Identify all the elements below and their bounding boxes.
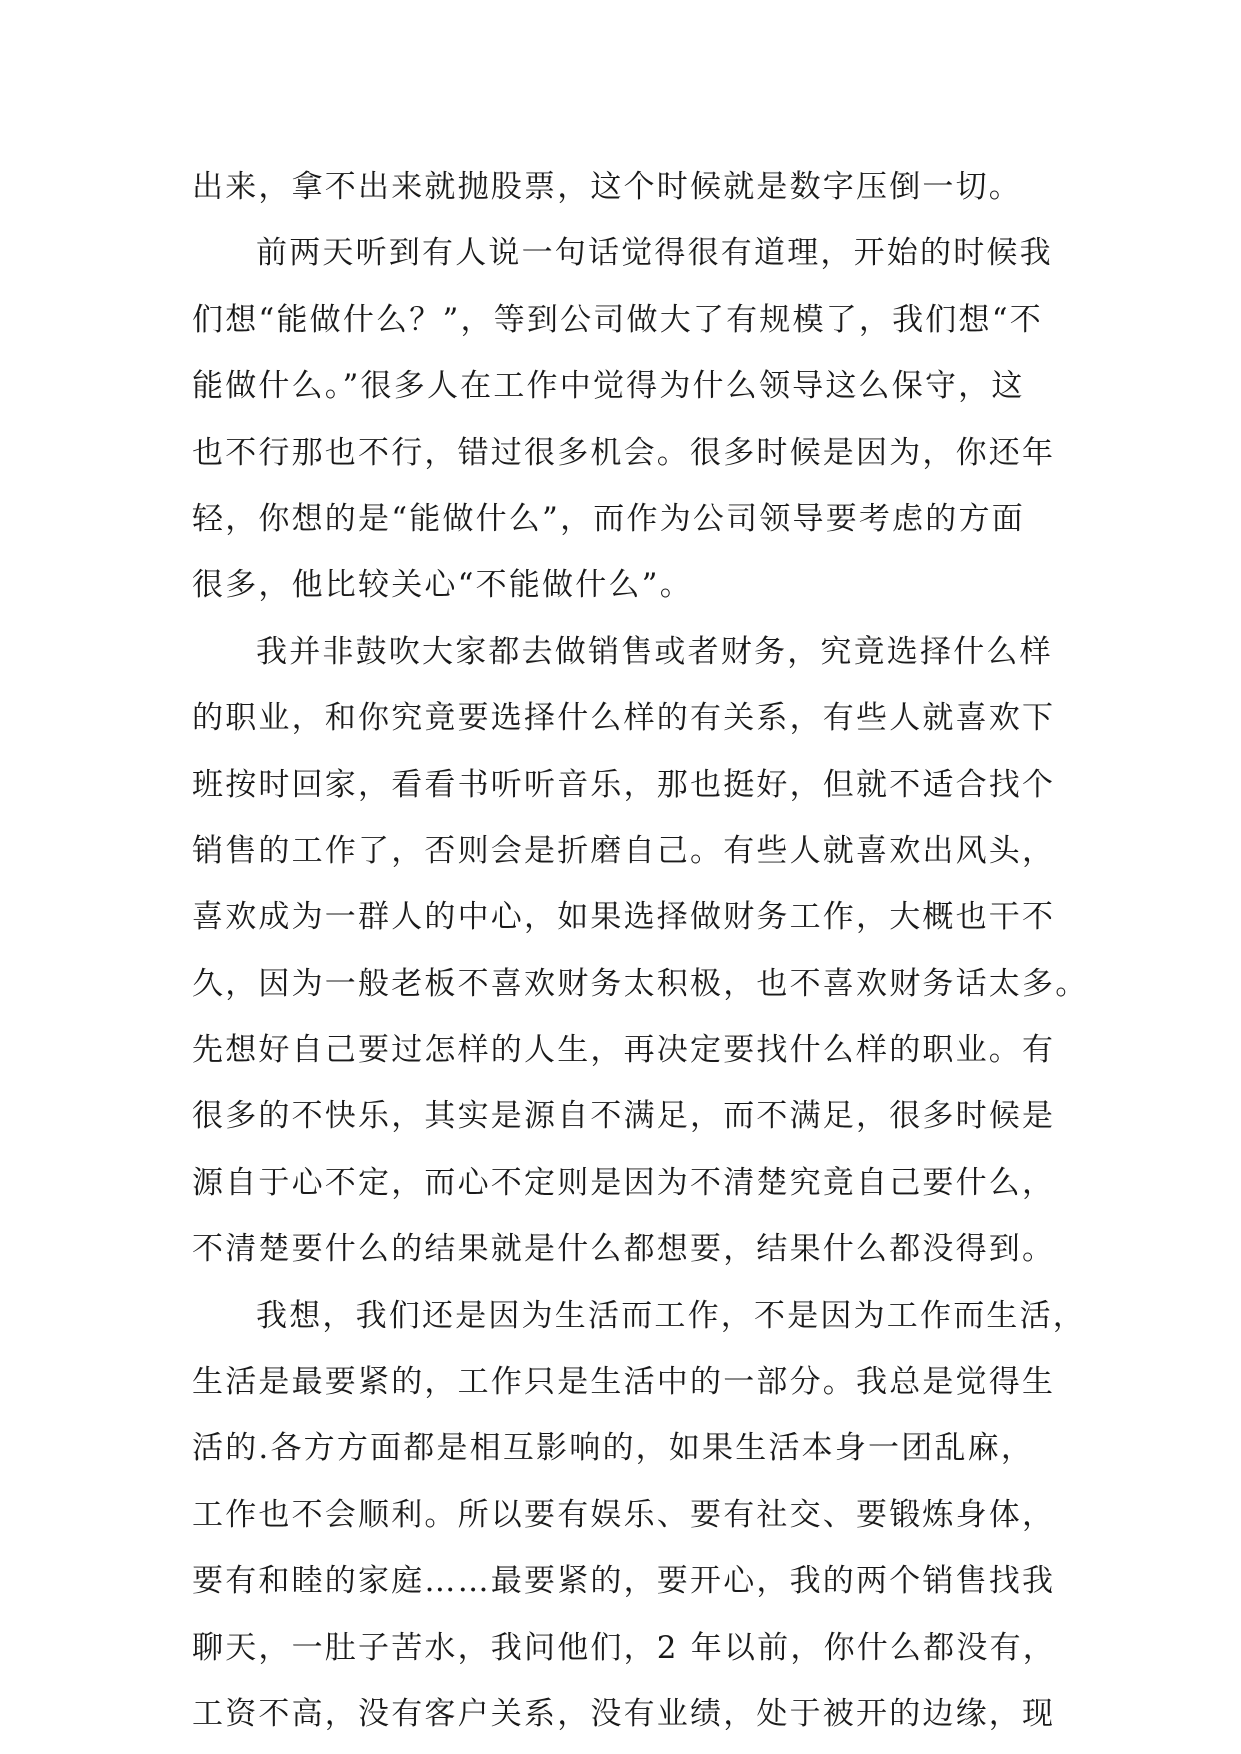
text-line: 们想“能做什么？”，等到公司做大了有规模了，我们想“不 <box>192 301 1043 338</box>
text-line: 很多，他比较关心“不能做什么”。 <box>192 567 693 604</box>
text-line: 要有和睦的家庭……最要紧的，要开心，我的两个销售找我 <box>192 1563 1056 1600</box>
text-line: 久，因为一般老板不喜欢财务太积极，也不喜欢财务话太多。 <box>192 965 1089 1002</box>
text-line: 很多的不快乐，其实是源自不满足，而不满足，很多时候是 <box>192 1098 1056 1135</box>
text-line: 生活是最要紧的，工作只是生活中的一部分。我总是觉得生 <box>192 1364 1056 1401</box>
paragraph-first-line: 我并非鼓吹大家都去做销售或者财务，究竟选择什么样 <box>256 633 1053 670</box>
text-line: 的职业，和你究竟要选择什么样的有关系，有些人就喜欢下 <box>192 700 1056 737</box>
paragraph-first-line: 我想，我们还是因为生活而工作，不是因为工作而生活， <box>256 1297 1086 1334</box>
paragraph-first-line: 前两天听到有人说一句话觉得很有道理，开始的时候我 <box>256 235 1053 272</box>
text-line: 活的.各方方面都是相互影响的，如果生活本身一团乱麻， <box>192 1430 1035 1467</box>
text-line: 先想好自己要过怎样的人生，再决定要找什么样的职业。有 <box>192 1032 1056 1069</box>
text-line: 聊天，一肚子苦水，我问他们，2 年以前，你什么都没有， <box>192 1629 1056 1666</box>
text-line: 能做什么。”很多人在工作中觉得为什么领导这么保守，这 <box>192 368 1025 405</box>
text-line: 喜欢成为一群人的中心，如果选择做财务工作，大概也干不 <box>192 899 1056 936</box>
text-line: 也不行那也不行，错过很多机会。很多时候是因为，你还年 <box>192 434 1056 471</box>
text-line: 工资不高，没有客户关系，没有业绩，处于被开的边缘，现 <box>192 1695 1056 1732</box>
text-line: 轻，你想的是“能做什么”，而作为公司领导要考虑的方面 <box>192 500 1025 537</box>
text-line: 出来，拿不出来就抛股票，这个时候就是数字压倒一切。 <box>192 169 1022 205</box>
text-line: 不清楚要什么的结果就是什么都想要，结果什么都没得到。 <box>192 1231 1056 1268</box>
body-text <box>192 154 1089 1747</box>
text-line: 销售的工作了，否则会是折磨自己。有些人就喜欢出风头， <box>192 832 1056 869</box>
text-line: 源自于心不定，而心不定则是因为不清楚究竟自己要什么， <box>192 1164 1056 1201</box>
text-line: 工作也不会顺利。所以要有娱乐、要有社交、要锻炼身体， <box>192 1496 1056 1533</box>
text-line: 班按时回家，看看书听听音乐，那也挺好，但就不适合找个 <box>192 766 1056 803</box>
